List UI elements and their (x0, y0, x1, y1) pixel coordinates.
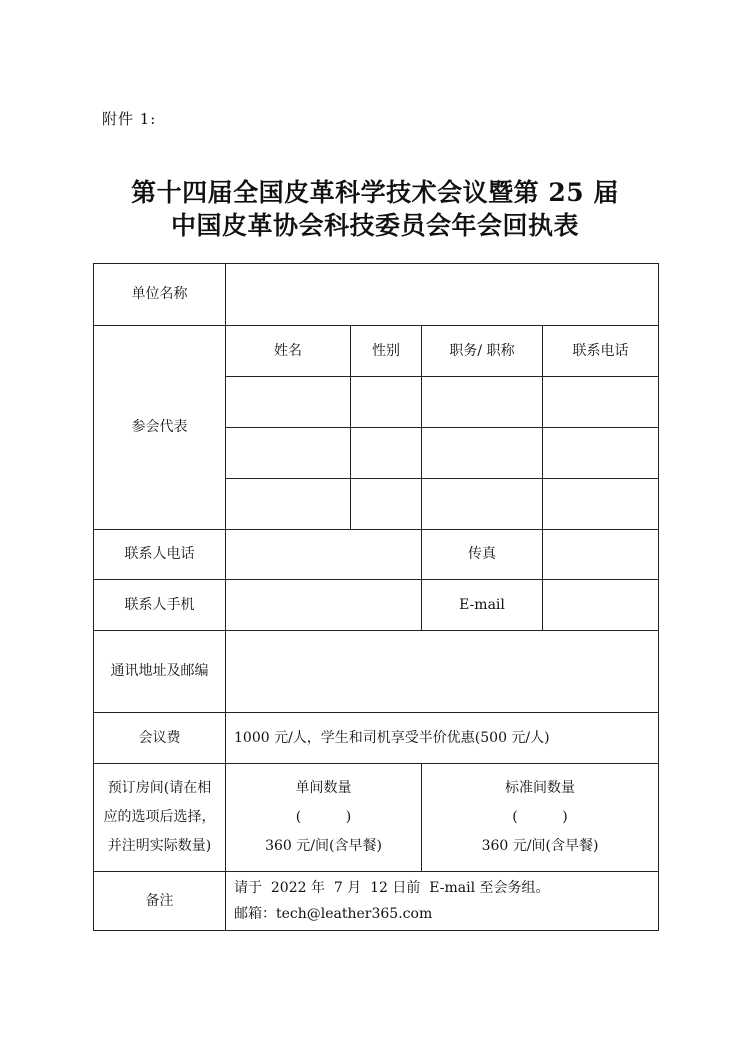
document-title-line2: 中国皮革协会科技委员会年会回执表 (170, 211, 579, 240)
unit-name-label: 单位名称 (94, 264, 226, 326)
email-field[interactable] (543, 580, 659, 631)
fax-field[interactable] (543, 530, 659, 580)
rep-gender-field[interactable] (351, 377, 422, 428)
contact-mobile-label: 联系人手机 (94, 580, 226, 631)
rep-gender-field[interactable] (351, 428, 422, 479)
room-label-line: 应的选项后选择， (103, 809, 216, 825)
document-title-line1: 第十四届全国皮革科学技术会议暨第 25 届 (131, 178, 619, 207)
header-position: 职务/ 职称 (422, 326, 543, 377)
rep-name-field[interactable] (226, 377, 351, 428)
fee-value: 1000 元/人，学生和司机享受半价优惠(500 元/人) (226, 713, 659, 764)
email-label: E-mail (422, 580, 543, 631)
fax-label: 传真 (422, 530, 543, 580)
contact-phone-field[interactable] (226, 530, 422, 580)
standard-room-quantity[interactable]: ( ) (512, 809, 568, 825)
header-gender: 性别 (351, 326, 422, 377)
room-booking-label (94, 764, 226, 872)
rep-gender-field[interactable] (351, 479, 422, 530)
rep-position-field[interactable] (422, 428, 543, 479)
fee-label: 会议费 (94, 713, 226, 764)
unit-name-field[interactable] (226, 264, 659, 326)
rep-name-field[interactable] (226, 479, 351, 530)
single-room-title: 单间数量 (295, 780, 352, 796)
header-phone: 联系电话 (543, 326, 659, 377)
standard-room-price: 360 元/间(含早餐) (481, 838, 599, 854)
registration-form-table (93, 263, 659, 931)
remark-deadline-text: 请于 2022 年 7 月 12 日前 E-mail 至会务组。 (234, 880, 550, 896)
rep-position-field[interactable] (422, 377, 543, 428)
rep-phone-field[interactable] (543, 479, 659, 530)
room-label-line: 预订房间(请在相 (107, 780, 212, 796)
single-room-quantity[interactable]: ( ) (295, 809, 352, 825)
room-label-line: 并注明实际数量) (107, 838, 212, 854)
rep-phone-field[interactable] (543, 377, 659, 428)
address-field[interactable] (226, 631, 659, 713)
remark-content (226, 872, 659, 931)
standard-room-title: 标准间数量 (505, 780, 575, 796)
single-room-cell[interactable] (226, 764, 422, 872)
attachment-label: 附件 1: (102, 110, 157, 128)
single-room-price: 360 元/间(含早餐) (265, 838, 382, 854)
address-label: 通讯地址及邮编 (94, 631, 226, 713)
representatives-label: 参会代表 (94, 326, 226, 530)
rep-position-field[interactable] (422, 479, 543, 530)
remark-label: 备注 (94, 872, 226, 931)
header-name: 姓名 (226, 326, 351, 377)
rep-name-field[interactable] (226, 428, 351, 479)
standard-room-cell[interactable] (422, 764, 659, 872)
remark-email-text: 邮箱：tech@leather365.com (234, 906, 433, 922)
contact-mobile-field[interactable] (226, 580, 422, 631)
contact-phone-label: 联系人电话 (94, 530, 226, 580)
rep-phone-field[interactable] (543, 428, 659, 479)
